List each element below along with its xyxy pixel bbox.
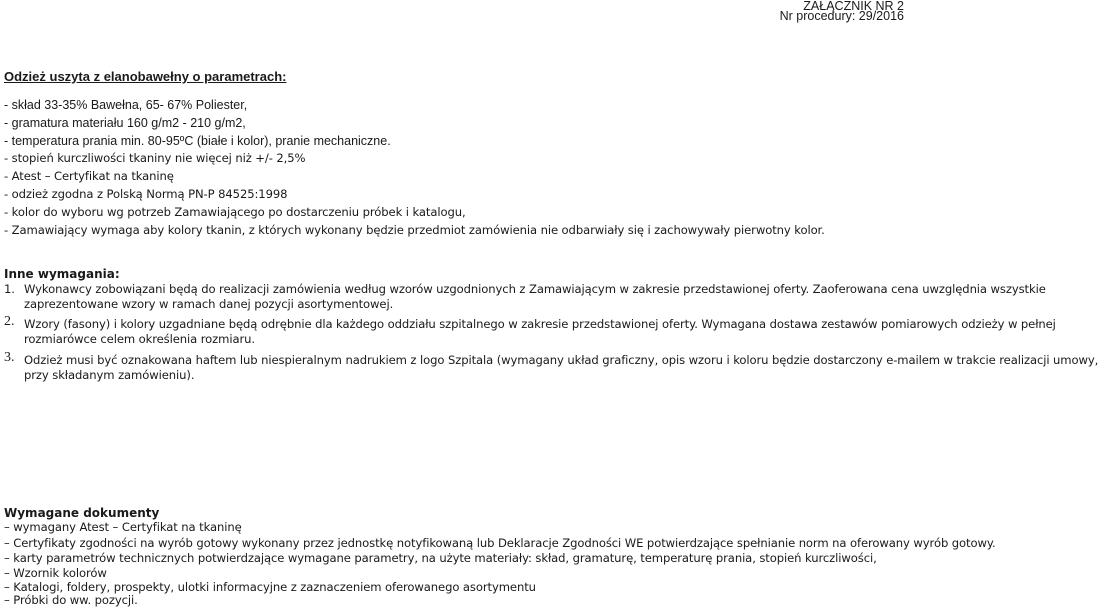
section-title-fabric: Odzież uszyta z elanobawełny o parametrach:: [4, 69, 287, 84]
list-item: - gramatura materiału 160 g/m2 - 210 g/m2,: [4, 116, 246, 130]
requirement-text: rozmiarówce celem określenia rozmiaru.: [24, 332, 255, 346]
document-item: – Certyfikaty zgodności na wyrób gotowy wykonany przez jednostkę notyfikowaną lub Deklaracje Zgodności WE potwierdzające spełnianie norm na oferowany wyrób gotowy.: [4, 536, 996, 550]
list-item: - stopień kurczliwości tkaniny nie więcej niż +/- 2,5%: [4, 151, 306, 165]
section-title-other-requirements: Inne wymagania:: [4, 267, 120, 281]
list-item: - temperatura prania min. 80-95ºC (białe i kolor), pranie mechaniczne.: [4, 134, 391, 148]
list-item: - skład 33-35% Bawełna, 65- 67% Poliester,: [4, 98, 248, 112]
document-item: – wymagany Atest – Certyfikat na tkaninę: [4, 520, 242, 534]
item-number: 1.: [4, 282, 15, 296]
requirement-text: Odzież musi być oznakowana haftem lub niespieralnym nadrukiem z logo Szpitala (wymagany układ graficzny, opis wzoru i koloru będzie dostarczony e-mailem w trakcie realizacji umowy,: [24, 353, 1098, 367]
procedure-number: Nr procedury: 29/2016: [779, 9, 904, 23]
item-number: 2.: [4, 314, 15, 329]
item-number: 3.: [4, 350, 15, 365]
document-item: – Wzornik kolorów: [4, 566, 107, 580]
requirement-text: Wykonawcy zobowiązani będą do realizacji zamówienia według wzorów uzgodnionych z Zamawiającym w zakresie przedstawionej oferty. Zaoferowana cena uwzględnia wszystkie: [24, 282, 1046, 296]
section-title-documents: Wymagane dokumenty: [4, 506, 160, 520]
list-item: - Atest – Certyfikat na tkaninę: [4, 169, 174, 183]
document-item: – Katalogi, foldery, prospekty, ulotki informacyjne z zaznaczeniem oferowanego asortymentu: [4, 580, 536, 594]
requirement-text: zaprezentowane wzory w ramach danej pozycji asortymentowej.: [24, 297, 394, 311]
list-item: - Zamawiający wymaga aby kolory tkanin, z których wykonany będzie przedmiot zamówienia nie odbarwiały się i zachowywały pierwotny kolor.: [4, 223, 825, 237]
list-item: - kolor do wyboru wg potrzeb Zamawiającego po dostarczeniu próbek i katalogu,: [4, 205, 466, 219]
requirement-text: Wzory (fasony) i kolory uzgadniane będą odrębnie dla każdego oddziału szpitalnego w zakresie przedstawionej oferty. Wymagana dostawa zestawów pomiarowych odzieży w pełnej: [24, 317, 1056, 331]
requirement-text: przy składanym zamówieniu).: [24, 368, 195, 382]
document-item: – karty parametrów technicznych potwierdzające wymagane parametry, na użyte materiały: skład, gramaturę, temperaturę prania, stopień kurczliwości,: [4, 551, 877, 565]
list-item: - odzież zgodna z Polską Normą PN-P 84525:1998: [4, 187, 288, 201]
document-item: – Próbki do ww. pozycji.: [4, 593, 138, 607]
annex-label: ZAŁĄCZNIK NR 2: [803, 0, 904, 13]
